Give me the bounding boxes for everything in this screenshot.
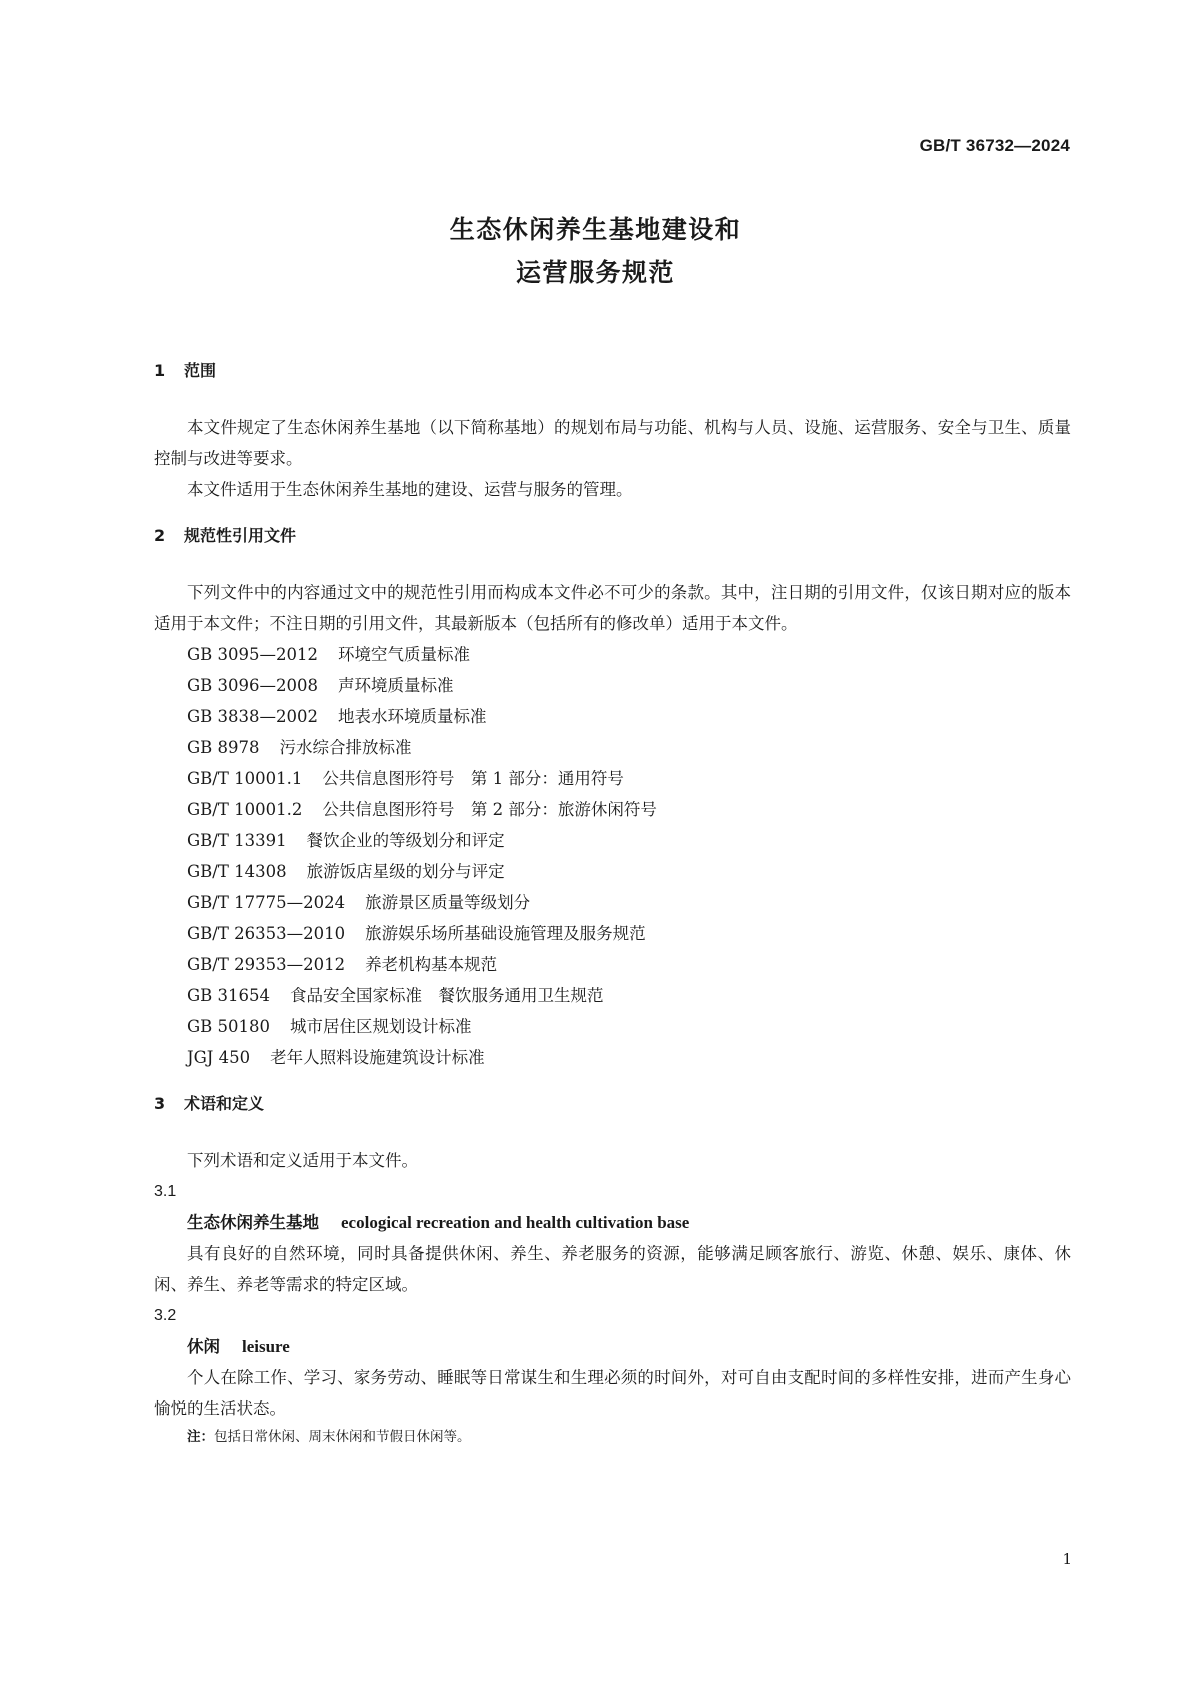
term-english: ecological recreation and health cultivation base	[341, 1213, 690, 1232]
term-entry	[154, 1207, 1071, 1238]
section-1-heading	[154, 360, 1071, 382]
term-number: 3.1	[154, 1183, 177, 1200]
section-number: 3	[154, 1094, 166, 1113]
section-title: 范围	[184, 361, 217, 380]
term-number: 3.2	[154, 1307, 177, 1324]
reference-name: 声环境质量标准	[338, 676, 454, 695]
section-title: 规范性引用文件	[184, 526, 297, 545]
page-number: 1	[1062, 1550, 1072, 1568]
reference-item	[154, 639, 1071, 670]
reference-name: 餐饮企业的等级划分和评定	[306, 831, 505, 850]
reference-code: JGJ 450	[187, 1048, 251, 1067]
reference-name: 旅游娱乐场所基础设施管理及服务规范	[365, 924, 646, 943]
reference-code: GB/T 17775—2024	[187, 893, 346, 912]
reference-code: GB/T 26353—2010	[187, 924, 346, 943]
normative-reference-list	[154, 639, 1071, 1073]
document-title-line-2: 运营服务规范	[515, 258, 675, 287]
reference-code: GB 31654	[187, 986, 271, 1005]
term-english: leisure	[242, 1337, 290, 1356]
reference-code: GB 50180	[187, 1017, 271, 1036]
term-definition: 个人在除工作、学习、家务劳动、睡眠等日常谋生和生理必须的时间外，对可自由支配时间的多样性安排，进而产生身心愉悦的生活状态。	[154, 1368, 1071, 1418]
paragraph: 下列文件中的内容通过文中的规范性引用而构成本文件必不可少的条款。其中，注日期的引用文件，仅该日期对应的版本适用于本文件；不注日期的引用文件，其最新版本（包括所有的修改单）适用于本文件。	[154, 583, 1071, 633]
reference-code: GB 3096—2008	[187, 676, 319, 695]
reference-code: GB/T 10001.2	[187, 800, 303, 819]
paragraph: 本文件规定了生态休闲养生基地（以下简称基地）的规划布局与功能、机构与人员、设施、运营服务、安全与卫生、质量控制与改进等要求。	[154, 418, 1071, 468]
term-entry	[154, 1331, 1071, 1362]
reference-name: 环境空气质量标准	[338, 645, 471, 664]
reference-item	[154, 856, 1071, 887]
reference-item	[154, 701, 1071, 732]
reference-name: 老年人照料设施建筑设计标准	[270, 1048, 485, 1067]
term-chinese: 休闲	[187, 1337, 220, 1356]
reference-item	[154, 887, 1071, 918]
reference-code: GB 3838—2002	[187, 707, 319, 726]
reference-code: GB 8978	[187, 738, 260, 757]
reference-name: 地表水环境质量标准	[338, 707, 487, 726]
reference-item	[154, 732, 1071, 763]
reference-item	[154, 918, 1071, 949]
paragraph: 本文件适用于生态休闲养生基地的建设、运营与服务的管理。	[187, 480, 633, 499]
standard-code: GB/T 36732—2024	[919, 136, 1070, 155]
note-label: 注：	[187, 1429, 214, 1445]
document-body	[154, 360, 1071, 1450]
section-2-heading	[154, 525, 1071, 547]
note-text: 包括日常休闲、周末休闲和节假日休闲等。	[214, 1429, 471, 1445]
reference-item	[154, 670, 1071, 701]
section-number: 1	[154, 361, 166, 380]
section-title: 术语和定义	[184, 1094, 265, 1113]
reference-item	[154, 763, 1071, 794]
reference-code: GB/T 10001.1	[187, 769, 303, 788]
reference-name: 公共信息图形符号 第 1 部分：通用符号	[322, 769, 624, 788]
reference-name: 公共信息图形符号 第 2 部分：旅游休闲符号	[322, 800, 657, 819]
paragraph: 下列术语和定义适用于本文件。	[187, 1151, 418, 1170]
reference-item	[154, 1011, 1071, 1042]
reference-code: GB/T 13391	[187, 831, 287, 850]
reference-name: 污水综合排放标准	[279, 738, 412, 757]
section-number: 2	[154, 526, 166, 545]
reference-item	[154, 980, 1071, 1011]
term-chinese: 生态休闲养生基地	[187, 1213, 319, 1232]
section-3-heading	[154, 1093, 1071, 1115]
reference-item	[154, 1042, 1071, 1073]
reference-code: GB 3095—2012	[187, 645, 319, 664]
reference-item	[154, 794, 1071, 825]
document-title-line-1: 生态休闲养生基地建设和	[449, 215, 742, 244]
reference-name: 旅游饭店星级的划分与评定	[306, 862, 505, 881]
reference-code: GB/T 29353—2012	[187, 955, 346, 974]
term-note	[154, 1424, 1071, 1450]
reference-name: 养老机构基本规范	[365, 955, 498, 974]
reference-name: 旅游景区质量等级划分	[365, 893, 531, 912]
reference-name: 城市居住区规划设计标准	[290, 1017, 472, 1036]
reference-item	[154, 825, 1071, 856]
term-definition: 具有良好的自然环境，同时具备提供休闲、养生、养老服务的资源，能够满足顾客旅行、游览、休憩、娱乐、康体、休闲、养生、养老等需求的特定区域。	[154, 1244, 1071, 1294]
reference-name: 食品安全国家标准 餐饮服务通用卫生规范	[290, 986, 604, 1005]
reference-code: GB/T 14308	[187, 862, 287, 881]
reference-item	[154, 949, 1071, 980]
